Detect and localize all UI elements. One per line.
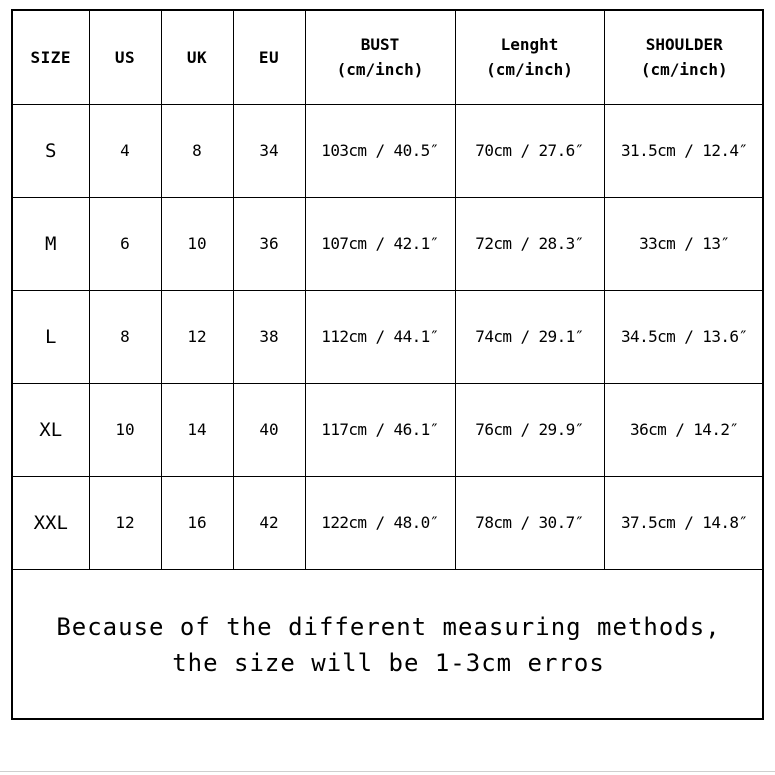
shoulder-cell: 34.5cm / 13.6″ (604, 290, 764, 383)
header-bust-unit: (cm/inch) (336, 60, 424, 80)
header-us: US (89, 11, 161, 104)
eu-cell: 36 (233, 197, 305, 290)
bust-cell: 112cm / 44.1″ (305, 290, 455, 383)
header-shoulder (604, 11, 764, 104)
header-bust (305, 11, 455, 104)
size-cell: L (13, 290, 89, 383)
size-cell: S (13, 104, 89, 197)
header-shoulder-name: SHOULDER (645, 35, 723, 55)
note-line-1: Because of the different measuring methods, (56, 613, 721, 641)
bust-cell: 122cm / 48.0″ (305, 476, 455, 569)
header-length (455, 11, 604, 104)
header-eu: EU (233, 11, 305, 104)
length-cell: 76cm / 29.9″ (455, 383, 604, 476)
uk-cell: 10 (161, 197, 233, 290)
header-shoulder-unit: (cm/inch) (640, 60, 728, 80)
length-cell: 70cm / 27.6″ (455, 104, 604, 197)
uk-cell: 8 (161, 104, 233, 197)
table-row (13, 476, 764, 569)
bust-cell: 103cm / 40.5″ (305, 104, 455, 197)
header-length-unit: (cm/inch) (486, 60, 573, 80)
length-cell: 74cm / 29.1″ (455, 290, 604, 383)
us-cell: 8 (89, 290, 161, 383)
table-row (13, 104, 764, 197)
header-row (13, 11, 764, 104)
eu-cell: 42 (233, 476, 305, 569)
measurement-note (13, 570, 764, 720)
size-cell: XL (13, 383, 89, 476)
shoulder-cell: 37.5cm / 14.8″ (604, 476, 764, 569)
us-cell: 4 (89, 104, 161, 197)
bottom-divider (0, 771, 775, 772)
uk-cell: 12 (161, 290, 233, 383)
us-cell: 6 (89, 197, 161, 290)
length-cell: 78cm / 30.7″ (455, 476, 604, 569)
us-cell: 12 (89, 476, 161, 569)
size-cell: M (13, 197, 89, 290)
header-uk: UK (161, 11, 233, 104)
size-cell: XXL (13, 476, 89, 569)
table-row (13, 197, 764, 290)
shoulder-cell: 33cm / 13″ (604, 197, 764, 290)
bust-cell: 117cm / 46.1″ (305, 383, 455, 476)
header-size: SIZE (13, 11, 89, 104)
eu-cell: 34 (233, 104, 305, 197)
uk-cell: 14 (161, 383, 233, 476)
table-row (13, 383, 764, 476)
uk-cell: 16 (161, 476, 233, 569)
size-chart (11, 9, 764, 720)
header-bust-name: BUST (360, 35, 400, 55)
us-cell: 10 (89, 383, 161, 476)
size-chart-table (13, 11, 764, 570)
bust-cell: 107cm / 42.1″ (305, 197, 455, 290)
length-cell: 72cm / 28.3″ (455, 197, 604, 290)
eu-cell: 38 (233, 290, 305, 383)
shoulder-cell: 36cm / 14.2″ (604, 383, 764, 476)
table-row (13, 290, 764, 383)
note-line-2: the size will be 1-3cm erros (172, 649, 605, 677)
eu-cell: 40 (233, 383, 305, 476)
header-length-name: Lenght (500, 35, 559, 55)
shoulder-cell: 31.5cm / 12.4″ (604, 104, 764, 197)
